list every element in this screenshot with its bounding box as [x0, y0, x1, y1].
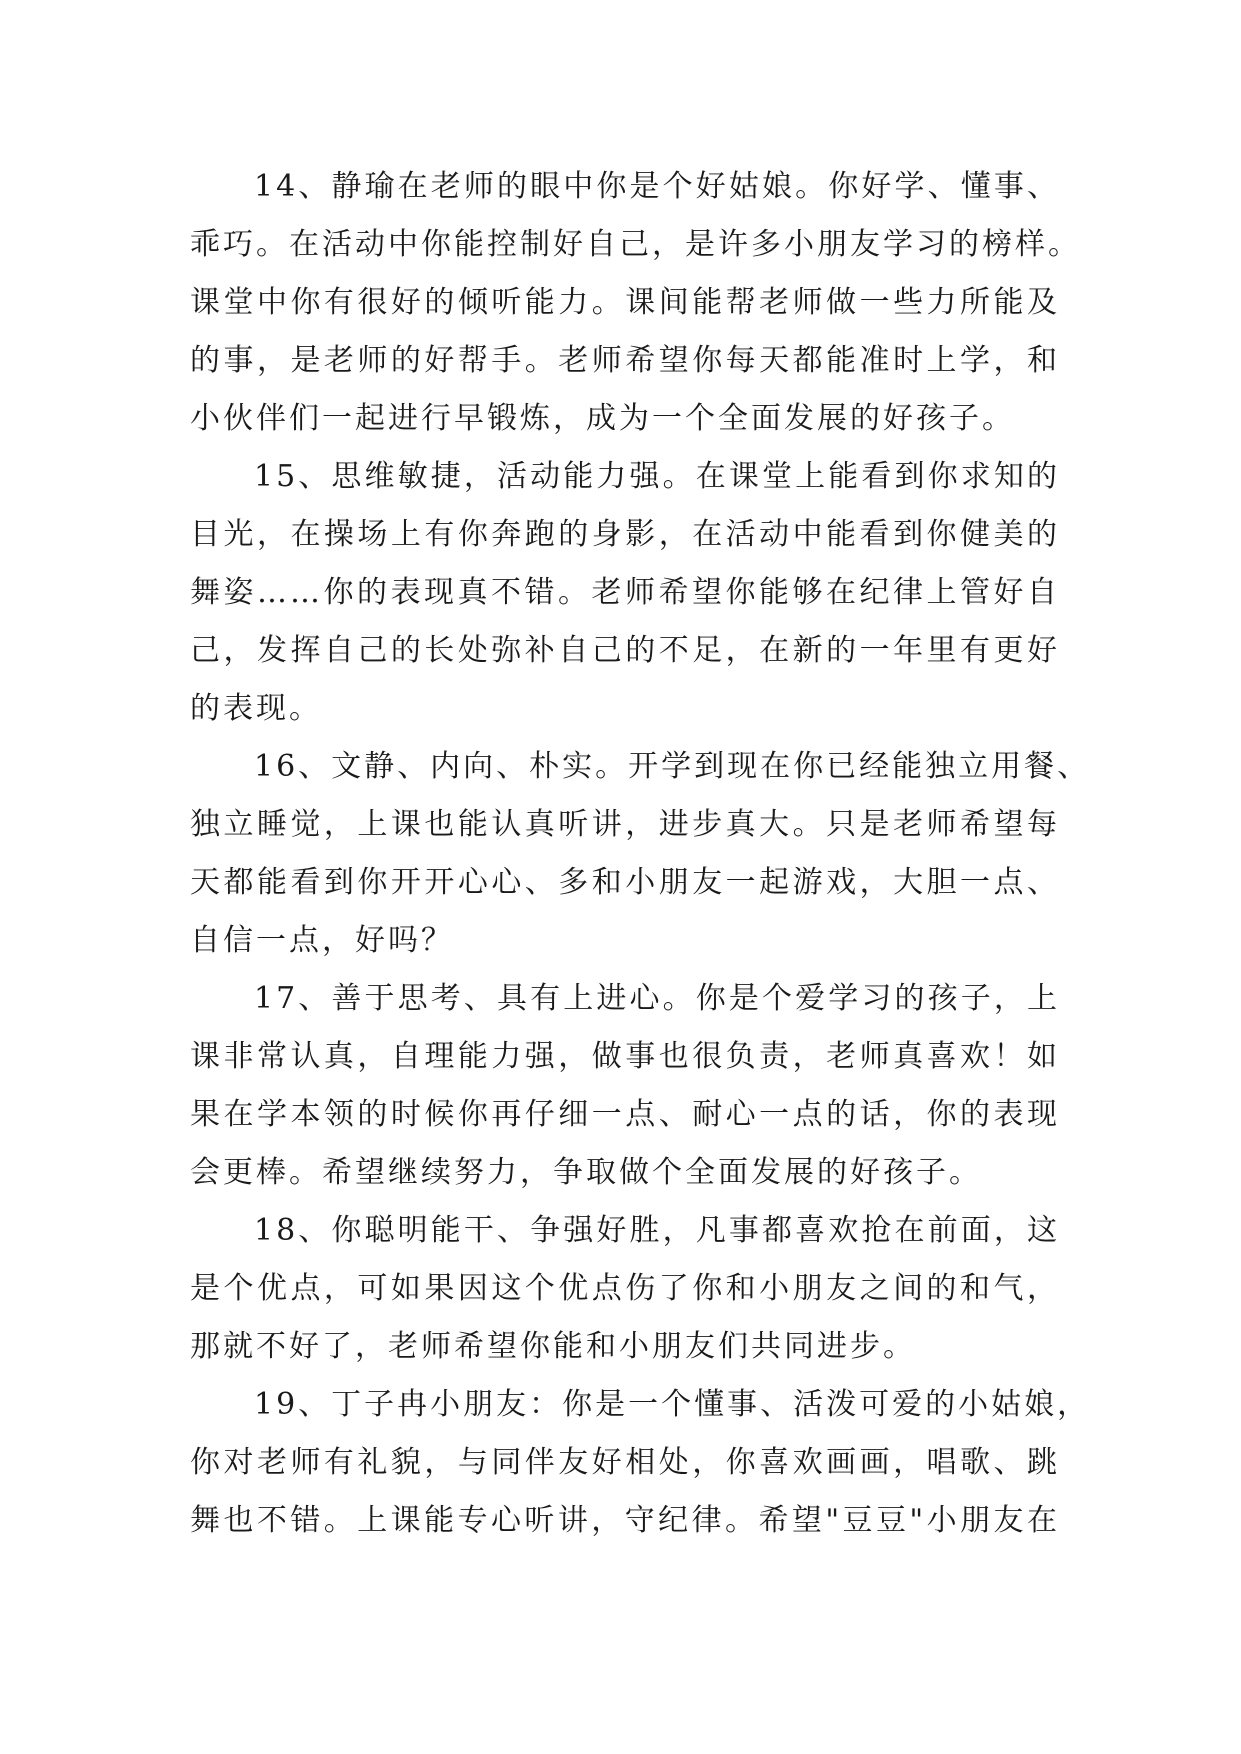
paragraph-15 — [190, 448, 1060, 738]
text-line: 果在学本领的时候你再仔细一点、耐心一点的话，你的表现 — [190, 1097, 1060, 1132]
text-line: 小伙伴们一起进行早锻炼，成为一个全面发展的好孩子。 — [190, 401, 1015, 436]
text-line: 目光，在操场上有你奔跑的身影，在活动中能看到你健美的 — [190, 517, 1060, 552]
text-line: 17、善于思考、具有上进心。你是个爱学习的孩子，上 — [254, 981, 1060, 1016]
text-line: 会更棒。希望继续努力，争取做个全面发展的好孩子。 — [190, 1155, 982, 1190]
text-line: 课非常认真，自理能力强，做事也很负责，老师真喜欢！如 — [190, 1039, 1060, 1074]
text-line: 天都能看到你开开心心、多和小朋友一起游戏，大胆一点、 — [190, 865, 1060, 900]
text-line: 18、你聪明能干、争强好胜，凡事都喜欢抢在前面，这 — [254, 1213, 1060, 1248]
paragraph-19 — [190, 1376, 1091, 1550]
text-line: 舞也不错。上课能专心听讲，守纪律。希望"豆豆"小朋友在 — [190, 1503, 1060, 1538]
text-line: 15、思维敏捷，活动能力强。在课堂上能看到你求知的 — [254, 459, 1060, 494]
document-body — [190, 158, 1091, 1550]
text-line: 己，发挥自己的长处弥补自己的不足，在新的一年里有更好 — [190, 633, 1060, 668]
text-line: 课堂中你有很好的倾听能力。课间能帮老师做一些力所能及 — [190, 285, 1060, 320]
text-line: 19、丁子冉小朋友：你是一个懂事、活泼可爱的小姑娘， — [254, 1387, 1091, 1422]
text-line: 你对老师有礼貌，与同伴友好相处，你喜欢画画，唱歌、跳 — [190, 1445, 1060, 1480]
text-line: 自信一点，好吗？ — [190, 923, 454, 958]
text-line: 是个优点，可如果因这个优点伤了你和小朋友之间的和气， — [190, 1271, 1060, 1306]
text-line: 独立睡觉，上课也能认真听讲，进步真大。只是老师希望每 — [190, 807, 1060, 842]
paragraph-18 — [190, 1202, 1060, 1376]
text-line: 14、静瑜在老师的眼中你是个好姑娘。你好学、懂事、 — [254, 169, 1060, 204]
paragraph-14 — [190, 158, 1081, 448]
text-line: 舞姿……你的表现真不错。老师希望你能够在纪律上管好自 — [190, 575, 1060, 610]
text-line: 的事，是老师的好帮手。老师希望你每天都能准时上学，和 — [190, 343, 1060, 378]
text-line: 那就不好了，老师希望你能和小朋友们共同进步。 — [190, 1329, 916, 1364]
text-line: 16、文静、内向、朴实。开学到现在你已经能独立用餐、 — [254, 749, 1091, 784]
text-line: 乖巧。在活动中你能控制好自己，是许多小朋友学习的榜样。 — [190, 227, 1081, 262]
paragraph-17 — [190, 970, 1060, 1202]
text-line: 的表现。 — [190, 691, 322, 726]
paragraph-16 — [190, 738, 1091, 970]
